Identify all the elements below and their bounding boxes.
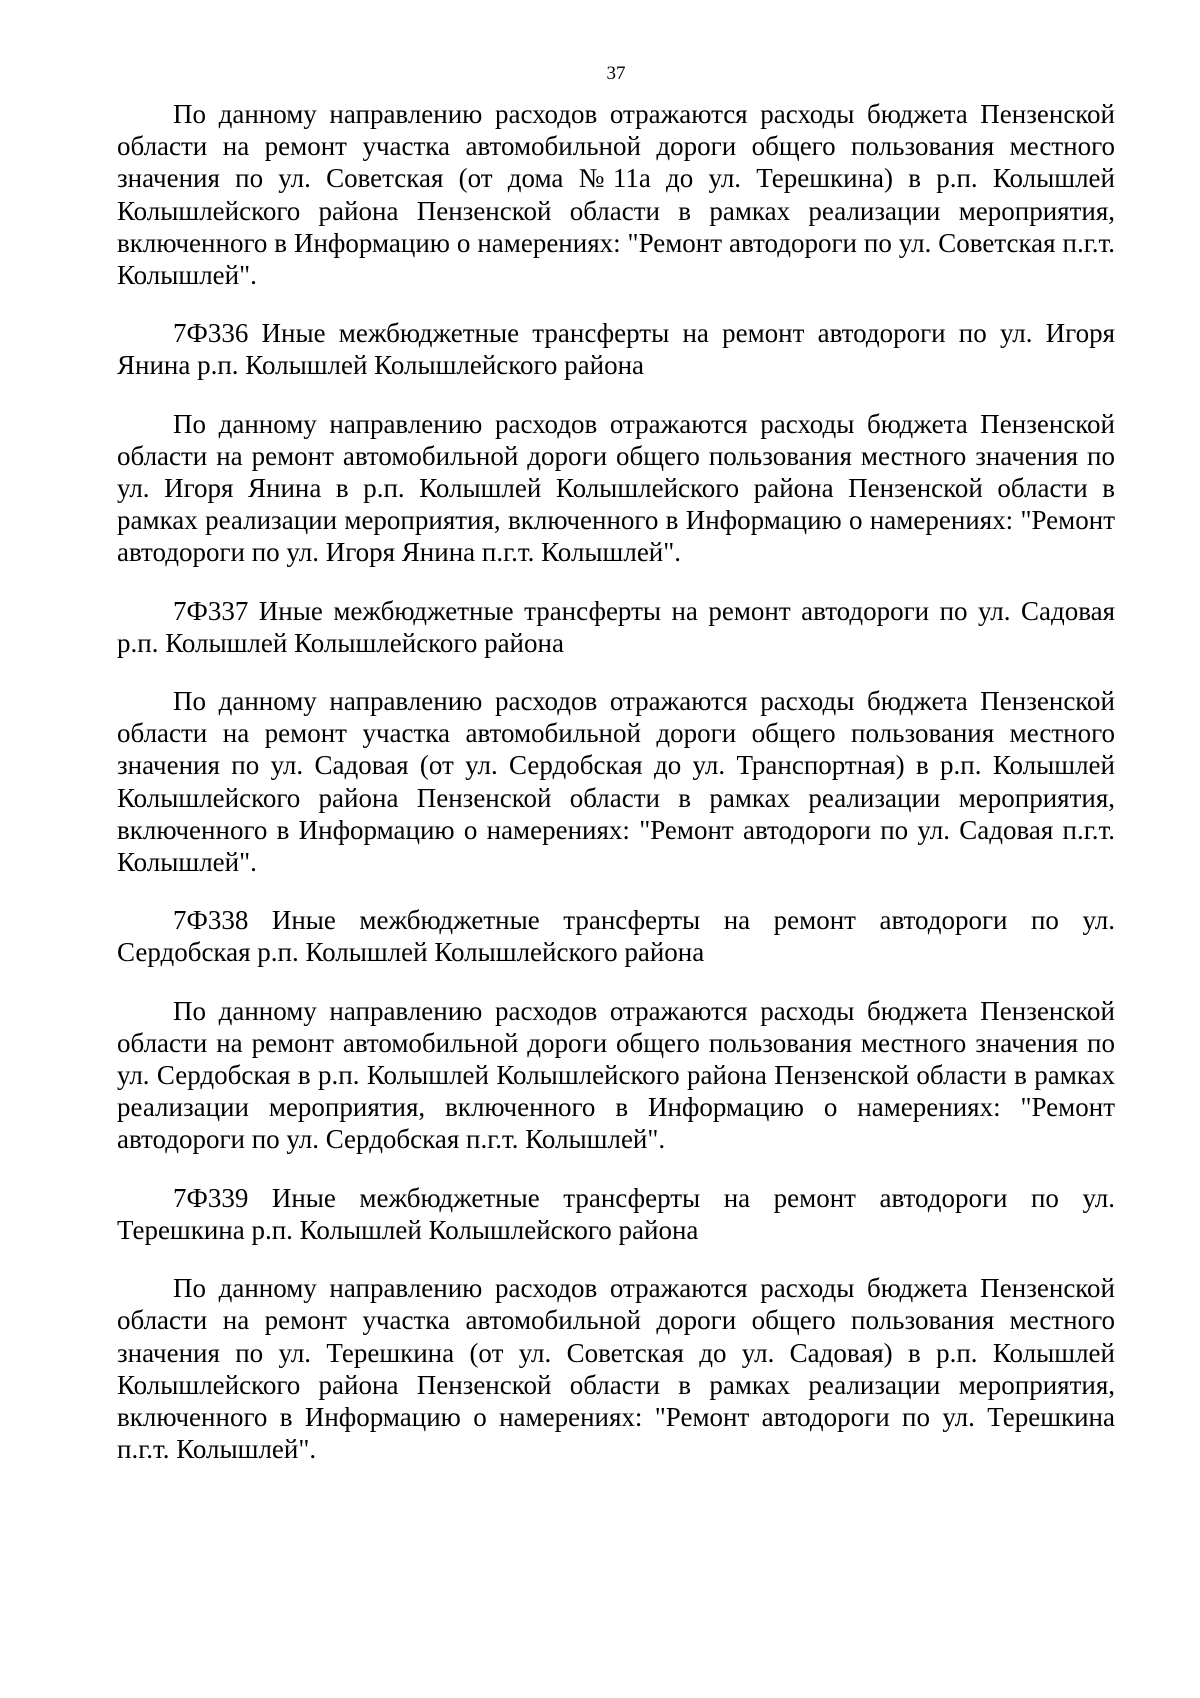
paragraph-description: По данному направлению расходов отражаются расходы бюджета Пензенской области на ремонт участка автомобильной дороги общего пользования местного значения по ул. Советская (от дома №11а до ул. Терешкина) в р.п. Колышлей Колышлейского района Пензенской области в рамках реализации мероприятия, включенного в Информацию о намерениях: "Ремонт автодороги по ул. Советская п.г.т. Колышлей". — [117, 99, 1115, 291]
paragraph-description: По данному направлению расходов отражаются расходы бюджета Пензенской области на ремонт автомобильной дороги общего пользования местного значения по ул. Сердобская в р.п. Колышлей Колышлейского района Пензенской области в рамках реализации мероприятия, включенного в Информацию о намерениях: "Ремонт автодороги по ул. Сердобская п.г.т. Колышлей". — [117, 995, 1115, 1155]
paragraph-heading-7f337: 7Ф337 Иные межбюджетные трансферты на ремонт автодороги по ул. Садовая р.п. Колышлей Колышлейского района — [117, 595, 1115, 658]
paragraph-description: По данному направлению расходов отражаются расходы бюджета Пензенской области на ремонт участка автомобильной дороги общего пользования местного значения по ул. Терешкина (от ул. Советская до ул. Садовая) в р.п. Колышлей Колышлейского района Пензенской области в рамках реализации мероприятия, включенного в Информацию о намерениях: "Ремонт автодороги по ул. Терешкина п.г.т. Колышлей". — [117, 1273, 1115, 1465]
paragraph-description: По данному направлению расходов отражаются расходы бюджета Пензенской области на ремонт автомобильной дороги общего пользования местного значения по ул. Игоря Янина в р.п. Колышлей Колышлейского района Пензенской области в рамках реализации мероприятия, включенного в Информацию о намерениях: "Ремонт автодороги по ул. Игоря Янина п.г.т. Колышлей". — [117, 408, 1115, 568]
page-number: 37 — [606, 63, 626, 84]
paragraph-heading-7f336: 7Ф336 Иные межбюджетные трансферты на ремонт автодороги по ул. Игоря Янина р.п. Колышлей Колышлейского района — [117, 318, 1115, 381]
paragraph-heading-7f338: 7Ф338 Иные межбюджетные трансферты на ремонт автодороги по ул. Сердобская р.п. Колышлей Колышлейского района — [117, 905, 1115, 968]
document-page — [117, 62, 1115, 1491]
paragraph-heading-7f339: 7Ф339 Иные межбюджетные трансферты на ремонт автодороги по ул. Терешкина р.п. Колышлей Колышлейского района — [117, 1182, 1115, 1245]
paragraph-description: По данному направлению расходов отражаются расходы бюджета Пензенской области на ремонт участка автомобильной дороги общего пользования местного значения по ул. Садовая (от ул. Сердобская до ул. Транспортная) в р.п. Колышлей Колышлейского района Пензенской области в рамках реализации мероприятия, включенного в Информацию о намерениях: "Ремонт автодороги по ул. Садовая п.г.т. Колышлей". — [117, 686, 1115, 878]
